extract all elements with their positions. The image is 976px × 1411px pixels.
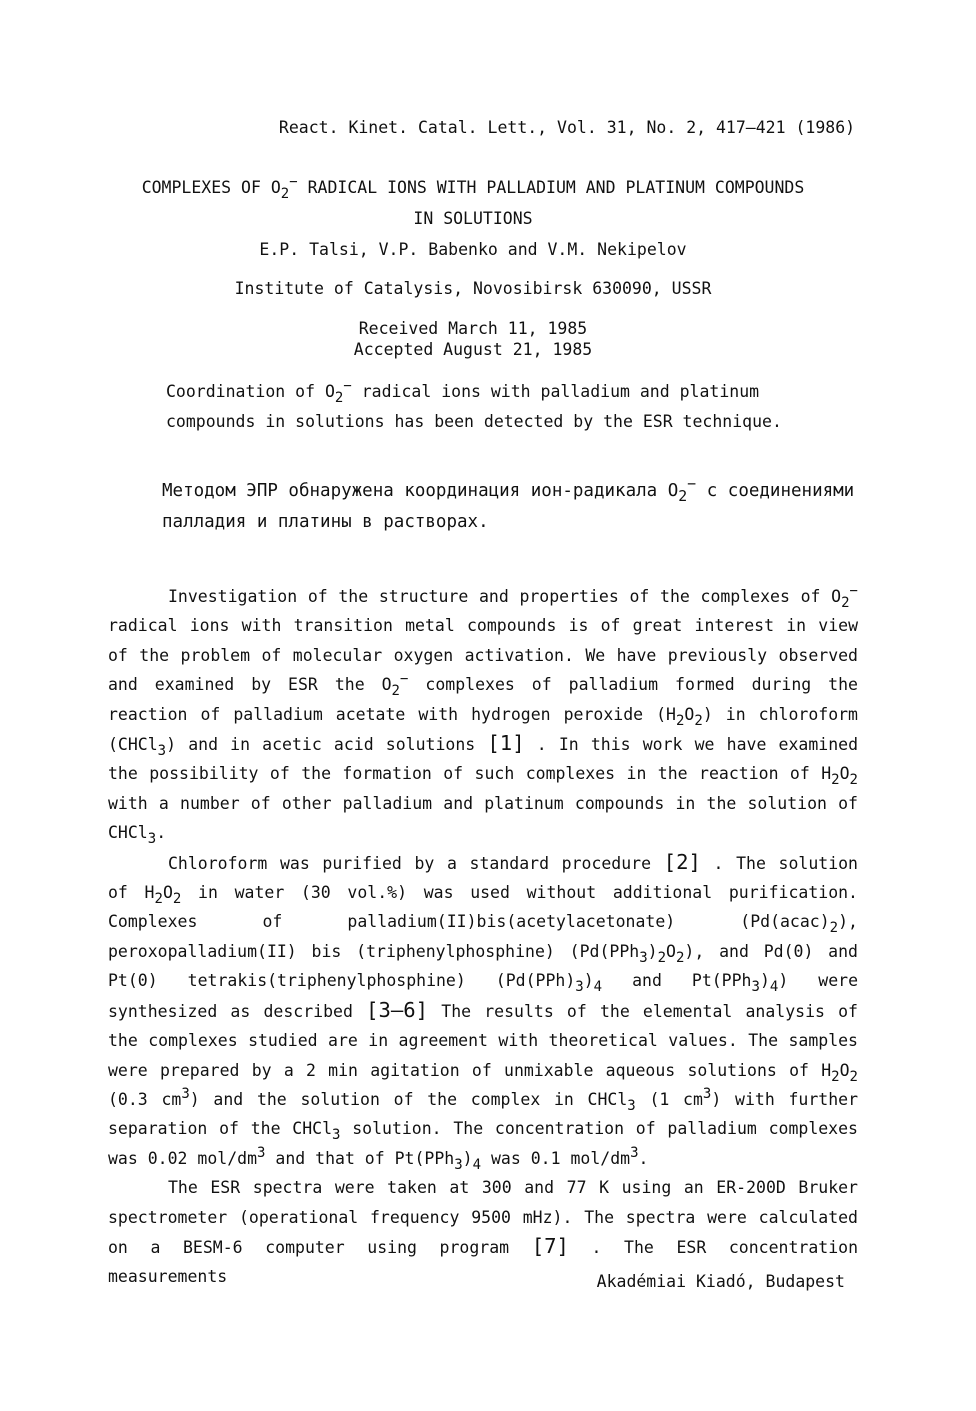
dates — [0, 318, 946, 360]
abstract-english: Coordination of $O_2^-$ radical ions with palladium and platinum compounds in solutions has been detected by the ESR technique. — [166, 378, 782, 431]
paragraph-2: Chloroform was purified by a standard procedure [2] . The solution of $H_2O_2$ in water (30 vol.%) was used without additional purification. Complexes of palladium(II)bis(acetylacetonate) $(Pd(acac)_2)$, peroxopalladium(II) bis (triphenylphosphine) $(Pd(PPh_3)_2O_2)$, and Pd(0) and Pt(0) tetrakis(triphenylphosphine) $(Pd(PPh)_3)_4$ and $Pt(PPh_3)_4$) were synthesized as described [3–6] The results of the elemental analysis of the complexes studied are in agreement with theoretical values. The samples were prepared by a 2 min agitation of unmixable aqueous solutions of $H_2O_2$ (0.3 $cm^3$) and the solution of the complex in CHCl$_3$ (1 $cm^3$) with further separation of the CHCl$_3$ solution. The concentration of palladium complexes was 0.02 mol/$dm^3$ and that of $Pt(PPh_3)_4$ was 0.1 mol/$dm^3$. — [108, 849, 859, 1173]
title-line-2: IN SOLUTIONS — [413, 209, 533, 228]
reference-3-6: [3–6] — [366, 997, 429, 1022]
reference-2: [2] — [663, 849, 701, 874]
body-text — [108, 582, 858, 1292]
paper-title — [0, 172, 946, 234]
reference-7: [7] — [531, 1233, 569, 1258]
accepted-date: Accepted August 21, 1985 — [353, 340, 593, 359]
paragraph-1: Investigation of the structure and properties of the complexes of $O_2^-$ radical ions with transition metal compounds is of great interest in view of the problem of molecular oxygen activation. We have previously observed and examined by ESR the $O_2^-$ complexes of palladium formed during the reaction of palladium acetate with hydrogen peroxide $(H_2O_2)$ in chloroform (CHCl$_3$) and in acetic acid solutions [1] . In this work we have examined the possibility of the formation of such complexes in the reaction of $H_2O_2$ with a number of other palladium and platinum compounds in the solution of CHCl$_3$. — [108, 583, 858, 848]
journal-citation: React. Kinet. Catal. Lett., Vol. 31, No. 2, 417–421 (1986) — [278, 118, 856, 137]
authors: E.P. Talsi, V.P. Babenko and V.M. Nekipelov — [259, 240, 687, 259]
reference-1: [1] — [487, 731, 525, 756]
abstract-russian: Методом ЭПР обнаружена координация ион-радикала $O_2^-$ с соединениями палладия и платины в растворах. — [162, 474, 855, 532]
institute: Institute of Catalysis, Novosibirsk 630090, USSR — [234, 279, 712, 298]
title-line-1: COMPLEXES OF $O_2^-$ RADICAL IONS WITH PALLADIUM AND PLATINUM COMPOUNDS — [141, 174, 805, 202]
publisher-footer: Akadémiai Kiadó, Budapest — [596, 1272, 845, 1291]
paragraph-3: The ESR spectra were taken at 300 and 77 K using an ER-200D Bruker spectrometer (operational frequency 9500 mHz). The spectra were calculated on a BESM-6 computer using program [7] . The ESR concentration measurements — [108, 1178, 858, 1287]
received-date: Received March 11, 1985 — [358, 319, 588, 338]
